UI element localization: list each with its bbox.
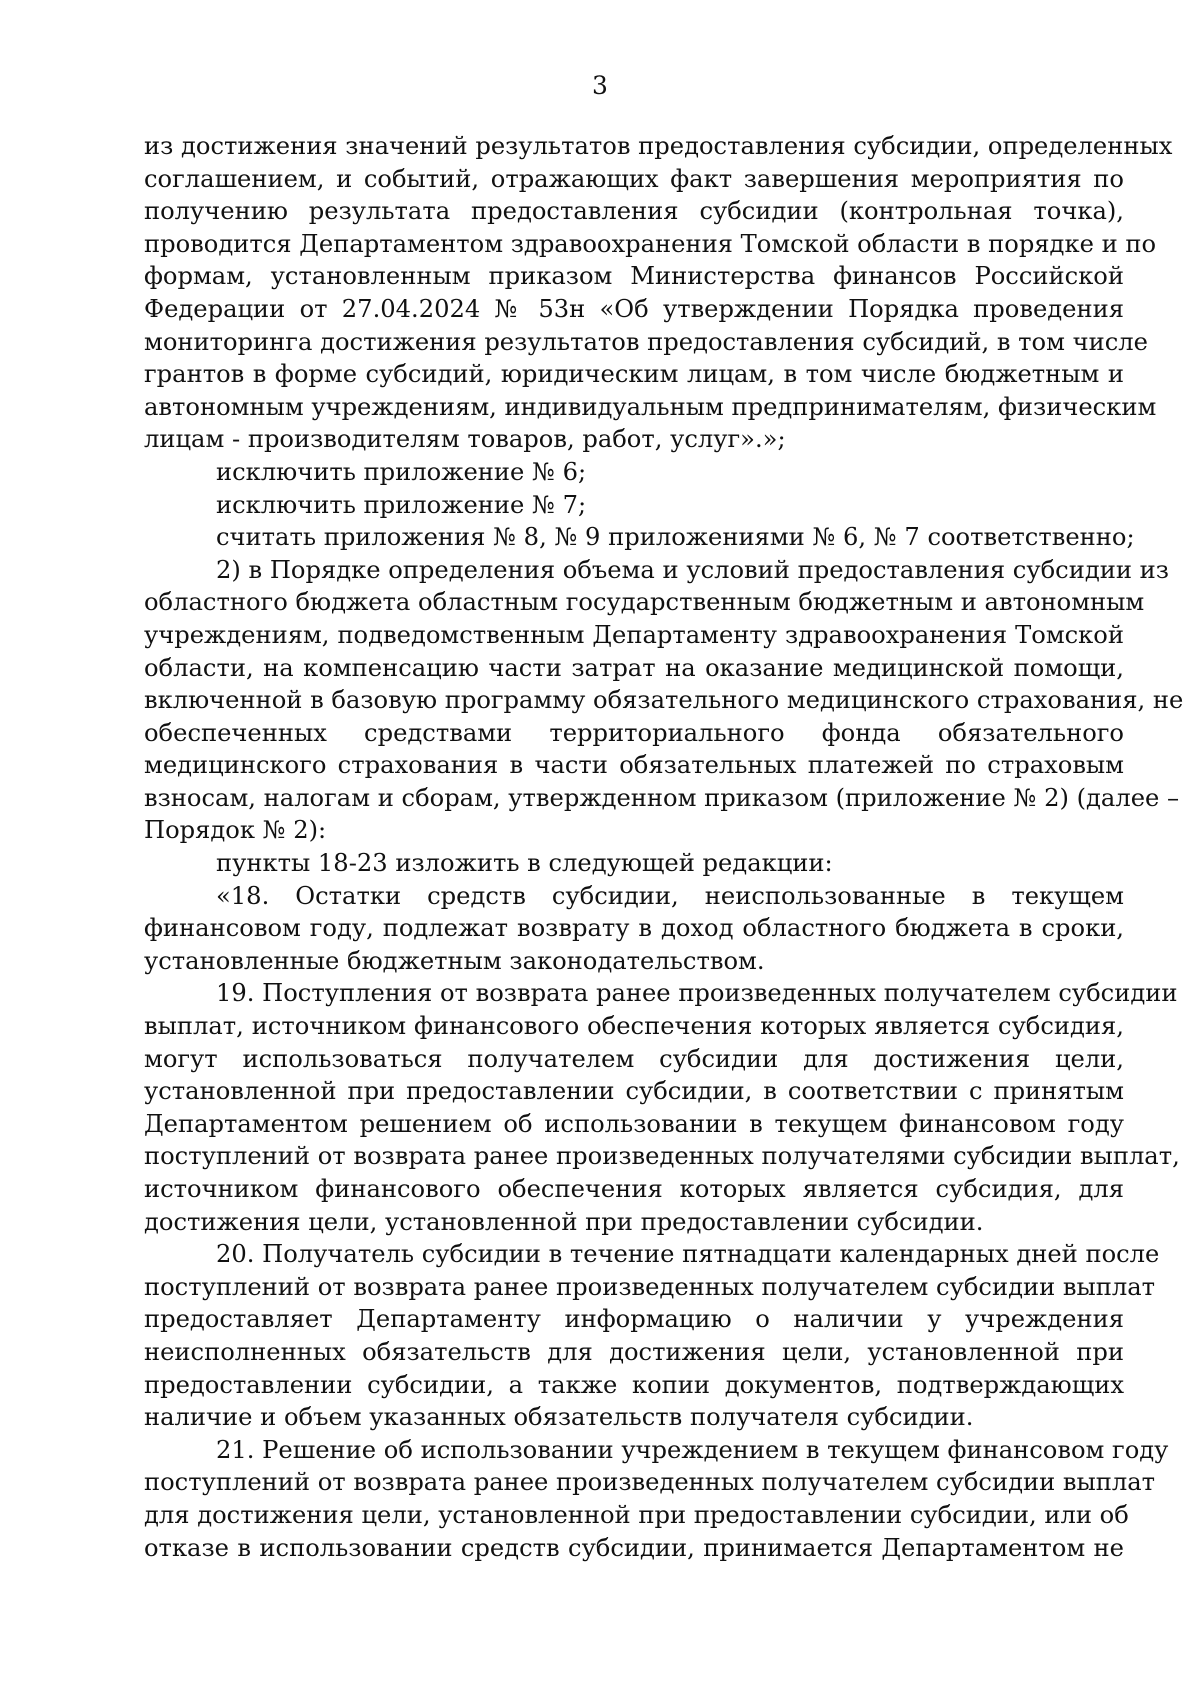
page-number: 3	[592, 71, 608, 100]
text-line: источником финансового обеспечения которых является субсидия, для	[144, 1175, 1124, 1203]
text-line: достижения цели, установленной при предоставлении субсидии.	[144, 1207, 984, 1236]
text-line: из достижения значений результатов предоставления субсидии, определенных	[144, 132, 1173, 160]
text-line: мониторинга достижения результатов предоставления субсидий, в том числе	[144, 327, 1148, 356]
text-line: 20. Получатель субсидии в течение пятнадцати календарных дней после	[216, 1240, 1160, 1269]
text-line: Федерации от 27.04.2024 № 53н «Об утверждении Порядка проведения	[144, 294, 1124, 323]
text-line: выплат, источником финансового обеспечения которых является субсидия,	[144, 1012, 1124, 1041]
text-line: финансовом году, подлежат возврату в доход областного бюджета в сроки,	[144, 914, 1124, 943]
text-line: 21. Решение об использовании учреждением в текущем финансовом году	[216, 1435, 1169, 1464]
text-line: проводится Департаментом здравоохранения Томской области в порядке и по	[144, 229, 1157, 258]
text-line: взносам, налогам и сборам, утвержденном приказом (приложение № 2) (далее –	[144, 783, 1180, 812]
text-line: области, на компенсацию части затрат на оказание медицинской помощи,	[144, 653, 1124, 682]
paragraph	[144, 847, 1124, 880]
text-line: поступлений от возврата ранее произведенных получателем субсидии выплат	[144, 1272, 1156, 1301]
text-line: учреждениям, подведомственным Департаменту здравоохранения Томской	[144, 620, 1124, 649]
text-line: 2) в Порядке определения объема и условий предоставления субсидии из	[216, 555, 1169, 584]
text-line: поступлений от возврата ранее произведенных получателями субсидии выплат,	[144, 1142, 1180, 1171]
text-line: пункты 18-23 изложить в следующей редакции:	[216, 849, 833, 878]
text-line: предоставлении субсидии, а также копии документов, подтверждающих	[144, 1370, 1124, 1399]
text-line: соглашением, и событий, отражающих факт завершения мероприятия по	[144, 164, 1124, 193]
paragraph	[144, 1434, 1169, 1564]
text-line: Порядок № 2):	[144, 816, 327, 845]
text-line: лицам - производителям товаров, работ, услуг».»;	[144, 425, 786, 454]
text-line: формам, установленным приказом Министерства финансов Российской	[144, 262, 1124, 291]
text-line: грантов в форме субсидий, юридическим лицам, в том числе бюджетным и	[144, 360, 1124, 389]
text-line: установленной при предоставлении субсидии, в соответствии с принятым	[144, 1077, 1124, 1106]
text-line: поступлений от возврата ранее произведенных получателем субсидии выплат	[144, 1468, 1156, 1497]
text-line: получению результата предоставления субсидии (контрольная точка),	[144, 197, 1124, 226]
text-line: отказе в использовании средств субсидии, принимается Департаментом не	[144, 1533, 1124, 1562]
text-line: наличие и объем указанных обязательств получателя субсидии.	[144, 1403, 974, 1432]
text-line: 19. Поступления от возврата ранее произведенных получателем субсидии	[216, 979, 1178, 1008]
paragraph	[144, 1238, 1160, 1434]
text-line: исключить приложение № 7;	[216, 490, 587, 519]
document-body	[144, 130, 1184, 1564]
paragraph	[144, 521, 1135, 554]
text-line: неисполненных обязательств для достижения цели, установленной при	[144, 1337, 1124, 1366]
text-line: для достижения цели, установленной при предоставлении субсидии, или об	[144, 1500, 1129, 1529]
text-line: «18. Остатки средств субсидии, неиспользованные в текущем	[216, 881, 1124, 910]
paragraph	[144, 489, 1124, 522]
paragraph	[144, 977, 1180, 1238]
text-line: автономным учреждениям, индивидуальным предпринимателям, физическим	[144, 392, 1157, 421]
paragraph	[144, 880, 1124, 978]
paragraph	[144, 456, 1124, 489]
text-line: считать приложения № 8, № 9 приложениями № 6, № 7 соответственно;	[216, 523, 1135, 552]
text-line: обеспеченных средствами территориального фонда обязательного	[144, 718, 1124, 747]
text-line: медицинского страхования в части обязательных платежей по страховым	[144, 751, 1124, 780]
text-line: установленные бюджетным законодательством.	[144, 946, 765, 975]
text-line: включенной в базовую программу обязательного медицинского страхования, не	[144, 686, 1184, 715]
text-line: могут использоваться получателем субсидии для достижения цели,	[144, 1044, 1124, 1073]
text-line: исключить приложение № 6;	[216, 457, 587, 486]
paragraph	[144, 130, 1173, 456]
text-line: предоставляет Департаменту информацию о наличии у учреждения	[144, 1305, 1124, 1334]
text-line: областного бюджета областным государственным бюджетным и автономным	[144, 588, 1145, 617]
text-line: Департаментом решением об использовании в текущем финансовом году	[144, 1109, 1124, 1138]
paragraph	[144, 554, 1184, 847]
